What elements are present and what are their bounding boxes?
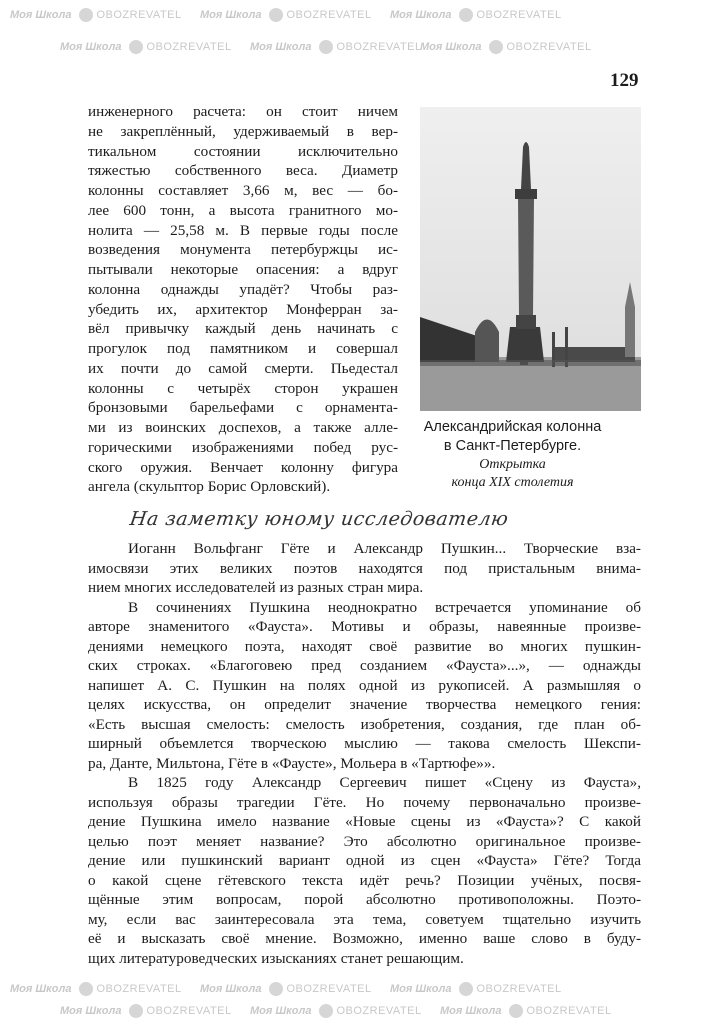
watermark xyxy=(60,1004,232,1018)
watermark-logo-icon xyxy=(79,982,93,996)
watermark-logo-icon xyxy=(509,1004,523,1018)
text-line: колонна однажды упадёт? Чтобы раз- xyxy=(88,280,398,298)
text-line: целях искусства, он определит значение творчества немецкого гения: xyxy=(88,696,641,713)
watermark-school: Моя Школа xyxy=(390,9,452,21)
paragraph xyxy=(88,598,641,774)
watermark-school: Моя Школа xyxy=(10,983,72,995)
text-line: пытывали некоторые опасения: а вдруг xyxy=(88,261,398,278)
watermark-school: Моя Школа xyxy=(200,9,262,21)
text-line: му, если вас заинтересовала эта тема, советуем тщательно изучить xyxy=(88,910,641,928)
text-line: их почти до самой смерти. Пьедестал xyxy=(88,359,398,377)
watermark-school: Моя Школа xyxy=(250,41,312,53)
watermark-logo-icon xyxy=(489,40,503,54)
alexander-column-photo xyxy=(420,107,641,411)
watermark xyxy=(10,982,182,996)
watermark-school: Моя Школа xyxy=(60,1005,122,1017)
text-line: колонны составляет 3,66 м, вес — бо- xyxy=(88,182,398,199)
watermark xyxy=(10,8,182,22)
caption-source-line1: Открытка xyxy=(479,457,546,472)
text-line: прогулок под памятником и совершал xyxy=(88,340,398,357)
text-line: нием многих исследователей из разных стран мира. xyxy=(88,579,424,596)
caption-source-line2: конца XIX столетия xyxy=(451,475,574,490)
text-line: В сочинениях Пушкина неоднократно встречается упоминание об xyxy=(128,598,641,616)
watermark xyxy=(200,982,372,996)
paragraph xyxy=(88,539,641,598)
watermark-school: Моя Школа xyxy=(390,983,452,995)
text-line: ми из воинских доспехов, а также алле- xyxy=(88,419,398,436)
watermark-school: Моя Школа xyxy=(440,1005,502,1017)
figure-caption xyxy=(395,418,630,492)
watermark xyxy=(440,1004,612,1018)
watermark-school: Моя Школа xyxy=(200,983,262,995)
watermark-brand: OBOZREVATEL xyxy=(476,9,562,21)
watermark-logo-icon xyxy=(319,40,333,54)
watermark-school: Моя Школа xyxy=(10,9,72,21)
watermark-logo-icon xyxy=(459,982,473,996)
text-line: колонны с четырёх сторон украшен xyxy=(88,379,398,397)
text-line: вёл привычку каждый день начинать с xyxy=(88,320,398,338)
text-line: Иоганн Вольфганг Гёте и Александр Пушкин... Творческие вза- xyxy=(128,540,641,557)
watermark-brand: OBOZREVATEL xyxy=(476,983,562,995)
watermark-brand: OBOZREVATEL xyxy=(336,41,422,53)
caption-title-line1: Александрийская колонна xyxy=(423,419,602,435)
text-line: имосвязи этих великих поэтов находятся под пристальным внима- xyxy=(88,559,641,577)
watermark xyxy=(60,40,232,54)
text-line: горическими изображениями побед рус- xyxy=(88,438,398,456)
text-line: целью поэт меняет название? Это абсолютно оригинальное произве- xyxy=(88,832,641,850)
watermark-school: Моя Школа xyxy=(420,41,482,53)
text-line: инженерного расчета: он стоит ничем xyxy=(88,103,398,120)
watermark xyxy=(250,1004,422,1018)
text-line: тяжестью собственного веса. Диаметр xyxy=(88,162,398,180)
watermark-brand: OBOZREVATEL xyxy=(336,1005,422,1017)
text-line: дениями немецкого поэта, находят своё развитие во многих пушкин- xyxy=(88,637,641,655)
watermark-brand: OBOZREVATEL xyxy=(286,9,372,21)
text-line: не закреплённый, удерживаемый в вер- xyxy=(88,122,398,140)
text-line: ра, Данте, Мильтона, Гёте в «Фаусте», Мольера в «Тартюфе»». xyxy=(88,754,496,772)
text-line: ангела (скульптор Борис Орловский). xyxy=(88,478,331,496)
caption-title-line2: в Санкт-Петербурге. xyxy=(443,438,582,454)
watermark xyxy=(390,8,562,22)
watermark-logo-icon xyxy=(269,8,283,22)
watermark xyxy=(250,40,422,54)
text-line: её и высказать своё мнение. Возможно, именно ваше слово в буду- xyxy=(88,930,641,947)
main-text xyxy=(88,539,641,968)
text-line: ских строках. «Благоговею пред созданием «Фауста»...», — однажды xyxy=(88,657,641,674)
watermark-brand: OBOZREVATEL xyxy=(146,41,232,53)
text-line: убедить их, архитектор Монферран за- xyxy=(88,300,398,318)
text-line: авторе знаменитого «Фауста». Мотивы и образы, навеянные произве- xyxy=(88,618,641,635)
watermark-brand: OBOZREVATEL xyxy=(286,983,372,995)
watermark-brand: OBOZREVATEL xyxy=(146,1005,232,1017)
watermark-brand: OBOZREVATEL xyxy=(96,9,182,21)
text-line: дение Пушкина имело название «Новые сцены из «Фауста»? С какой xyxy=(88,813,641,830)
watermark-logo-icon xyxy=(129,40,143,54)
text-line: тикальном состоянии исключительно xyxy=(88,142,398,160)
watermark-school: Моя Школа xyxy=(60,41,122,53)
watermark-brand: OBOZREVATEL xyxy=(506,41,592,53)
text-line: дение или пушкинский вариант одной из сцен «Фауста» Гёте? Тогда xyxy=(88,852,641,869)
watermark-logo-icon xyxy=(129,1004,143,1018)
watermark-logo-icon xyxy=(269,982,283,996)
text-line: щих литературоведческих изысканиях станет решающим. xyxy=(88,949,464,967)
left-column-text xyxy=(88,102,398,497)
watermark xyxy=(390,982,562,996)
watermark xyxy=(200,8,372,22)
text-line: ского оружия. Венчает колонну фигура xyxy=(88,458,398,476)
text-line: ширный объемлется творческою мыслию — такова смелость Шекспи- xyxy=(88,735,641,752)
text-line: используя образы трагедии Гёте. Но почему первоначально произве- xyxy=(88,793,641,811)
text-line: «Есть высшая смелость: смелость изобретения, создания, где план об- xyxy=(88,715,641,733)
text-line: напишет А. С. Пушкин на полях одной из рукописей. А размышляя о xyxy=(88,676,641,694)
text-line: возведения монумента петербуржцы ис- xyxy=(88,241,398,259)
column-illustration xyxy=(420,107,641,411)
watermark-brand: OBOZREVATEL xyxy=(96,983,182,995)
watermark xyxy=(420,40,592,54)
page-number: 129 xyxy=(610,70,639,91)
text-line: В 1825 году Александр Сергеевич пишет «Сцену из Фауста», xyxy=(128,774,641,791)
watermark-school: Моя Школа xyxy=(250,1005,312,1017)
watermark-logo-icon xyxy=(459,8,473,22)
watermark-logo-icon xyxy=(319,1004,333,1018)
text-line: о какой сцене гётевского текста идёт речь? Позиции учёных, посвя- xyxy=(88,871,641,889)
text-line: бронзовыми барельефами с орнамента- xyxy=(88,399,398,417)
watermark-logo-icon xyxy=(79,8,93,22)
text-line: лее 600 тонн, а высота гранитного мо- xyxy=(88,201,398,219)
text-line: щённые этим вопросам, порой абсолютно противоположны. Поэто- xyxy=(88,891,641,908)
paragraph xyxy=(88,773,641,968)
note-heading: На заметку юному исследователю xyxy=(128,508,510,530)
watermark-brand: OBOZREVATEL xyxy=(526,1005,612,1017)
text-line: нолита — 25,58 м. В первые годы после xyxy=(88,221,398,239)
